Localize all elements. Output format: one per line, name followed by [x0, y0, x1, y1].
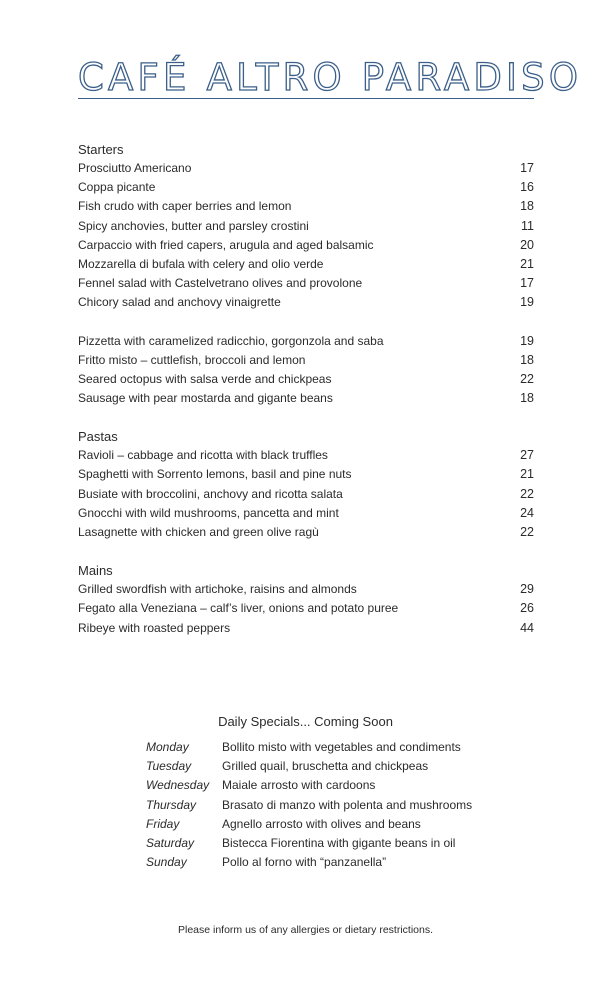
item-price: 20	[520, 237, 534, 252]
item-name: Sausage with pear mostarda and gigante beans	[78, 391, 333, 406]
section-heading: Starters	[78, 142, 124, 157]
item-price: 18	[520, 199, 534, 214]
item-price: 22	[520, 525, 534, 539]
item-name: Mozzarella di bufala with celery and olio verde	[78, 256, 324, 271]
item-price: 16	[520, 180, 534, 195]
special-row	[146, 757, 506, 776]
item-price: 44	[520, 620, 534, 635]
menu-item	[78, 255, 534, 274]
special-row	[146, 853, 506, 872]
special-dish: Agnello arrosto with olives and beans	[222, 816, 421, 831]
restaurant-title: CAFÉ ALTRO PARADISO	[78, 56, 583, 99]
item-name: Pizzetta with caramelized radicchio, gorgonzola and saba	[78, 333, 384, 348]
special-row	[146, 815, 506, 834]
menu-item	[78, 619, 534, 638]
menu-item	[78, 580, 534, 599]
item-name: Carpaccio with fried capers, arugula and aged balsamic	[78, 237, 374, 252]
menu-item	[78, 197, 534, 216]
item-price: 22	[520, 486, 534, 501]
menu-item	[78, 370, 534, 389]
special-dish: Brasato di manzo with polenta and mushrooms	[222, 797, 473, 812]
item-name: Spaghetti with Sorrento lemons, basil and pine nuts	[78, 467, 352, 482]
item-name: Fegato alla Veneziana – calf’s liver, onions and potato puree	[78, 601, 399, 616]
menu-item	[78, 178, 534, 197]
section-mains	[78, 561, 534, 638]
day-label: Wednesday	[146, 778, 210, 793]
item-name: Spicy anchovies, butter and parsley crostini	[78, 218, 309, 233]
menu-item	[78, 351, 534, 370]
item-name: Gnocchi with wild mushrooms, pancetta and mint	[78, 505, 339, 520]
day-label: Tuesday	[146, 759, 192, 774]
menu-item	[78, 332, 534, 351]
item-name: Fritto misto – cuttlefish, broccoli and lemon	[78, 352, 306, 367]
special-row	[146, 738, 506, 757]
menu-list	[78, 140, 534, 657]
item-price: 11	[521, 218, 534, 233]
day-label: Thursday	[146, 797, 197, 812]
item-price: 17	[520, 161, 534, 175]
item-name: Lasagnette with chicken and green olive ragù	[78, 525, 319, 539]
daily-specials	[0, 712, 611, 870]
section-heading: Mains	[78, 563, 113, 579]
item-name: Ribeye with roasted peppers	[78, 620, 231, 635]
menu-item	[78, 217, 534, 236]
item-price: 21	[520, 256, 534, 271]
menu-item	[78, 485, 534, 504]
item-price: 27	[520, 448, 534, 463]
item-name: Fennel salad with Castelvetrano olives and provolone	[78, 276, 363, 291]
special-dish: Grilled quail, bruschetta and chickpeas	[222, 759, 429, 774]
item-name: Busiate with broccolini, anchovy and ricotta salata	[78, 486, 343, 501]
item-price: 19	[520, 295, 534, 310]
section-starters	[78, 140, 534, 313]
menu-item	[78, 274, 534, 293]
special-row	[146, 776, 506, 795]
item-name: Coppa picante	[78, 180, 156, 195]
special-dish: Bollito misto with vegetables and condiments	[222, 740, 461, 754]
day-label: Monday	[146, 740, 189, 754]
item-price: 19	[520, 333, 534, 348]
section-small-plates	[78, 332, 534, 409]
menu-item	[78, 465, 534, 484]
item-price: 22	[520, 371, 534, 386]
menu-item	[78, 293, 534, 312]
item-name: Seared octopus with salsa verde and chickpeas	[78, 371, 332, 386]
day-label: Friday	[146, 816, 180, 831]
specials-list	[146, 738, 506, 872]
menu-item	[78, 599, 534, 618]
item-name: Grilled swordfish with artichoke, raisins and almonds	[78, 582, 357, 597]
section-heading: Pastas	[78, 429, 118, 445]
title-divider	[78, 98, 534, 99]
item-price: 24	[520, 505, 534, 520]
item-name: Ravioli – cabbage and ricotta with black truffles	[78, 448, 328, 463]
section-pastas	[78, 427, 534, 542]
item-price: 29	[520, 582, 534, 597]
item-price: 17	[520, 276, 534, 291]
special-dish: Pollo al forno with “panzanella”	[222, 855, 387, 870]
menu-item	[78, 159, 534, 178]
item-name: Chicory salad and anchovy vinaigrette	[78, 295, 281, 310]
menu-item	[78, 504, 534, 523]
menu-item	[78, 446, 534, 465]
allergy-notice: Please inform us of any allergies or dietary restrictions.	[177, 924, 434, 936]
item-price: 18	[520, 352, 534, 367]
day-label: Saturday	[146, 835, 195, 850]
menu-item	[78, 236, 534, 255]
special-dish: Maiale arrosto with cardoons	[222, 778, 376, 793]
menu-item	[78, 389, 534, 408]
specials-title: Daily Specials... Coming Soon	[218, 714, 393, 729]
special-row	[146, 796, 506, 815]
item-name: Fish crudo with caper berries and lemon	[78, 199, 292, 214]
item-price: 18	[520, 391, 534, 406]
item-name: Prosciutto Americano	[78, 161, 192, 175]
day-label: Sunday	[146, 855, 187, 870]
item-price: 26	[520, 601, 534, 616]
menu-item	[78, 523, 534, 542]
special-dish: Bistecca Fiorentina with gigante beans in oil	[222, 835, 456, 850]
special-row	[146, 834, 506, 853]
item-price: 21	[520, 467, 534, 482]
